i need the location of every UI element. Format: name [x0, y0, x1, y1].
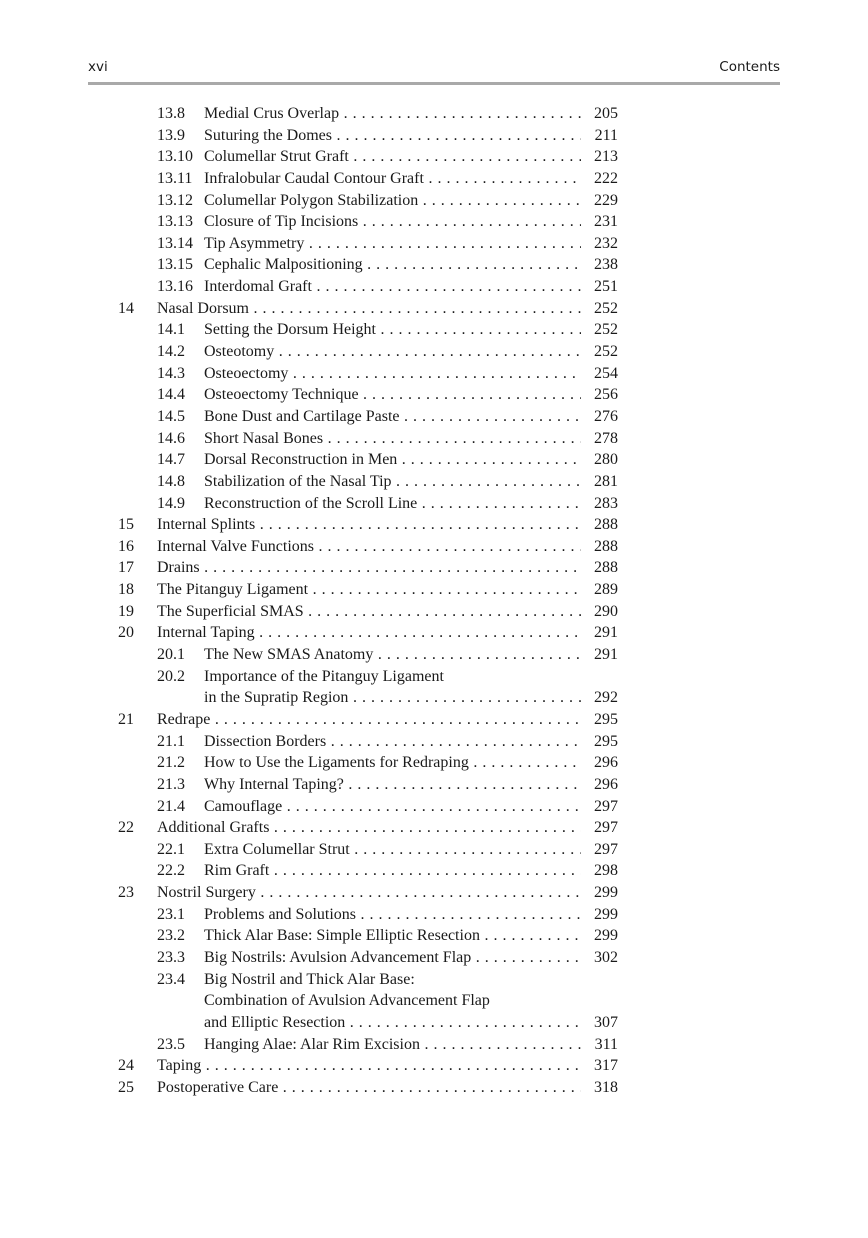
toc-entry-number: 21 [118, 710, 134, 728]
toc-entry-page: 288 [594, 559, 618, 577]
toc-entry-title: Taping . . . [157, 1055, 581, 1077]
toc-entry-page: 211 [594, 126, 618, 144]
toc-chapter-entry [118, 601, 618, 623]
toc-entry-title: Camouflage . . . [204, 796, 581, 818]
toc-section-entry [118, 731, 618, 753]
toc-section-entry [118, 449, 618, 471]
toc-entry-title: in the Supratip Region . . . [204, 687, 581, 709]
toc-entry-number: 22.1 [157, 840, 185, 858]
table-of-contents [118, 103, 618, 1098]
toc-entry-continuation [118, 990, 618, 1012]
toc-entry-number: 23.1 [157, 905, 185, 923]
toc-chapter-entry [118, 622, 618, 644]
toc-chapter-entry [118, 557, 618, 579]
toc-entry-title: Internal Splints . . . [157, 514, 581, 536]
toc-chapter-entry [118, 709, 618, 731]
toc-entry-number: 21.2 [157, 754, 185, 772]
toc-entry-title: Infralobular Caudal Contour Graft . . . [204, 168, 581, 190]
toc-entry-page: 297 [594, 797, 618, 815]
toc-entry-number: 23.2 [157, 927, 185, 945]
toc-section-entry [118, 839, 618, 861]
toc-entry-number: 17 [118, 559, 134, 577]
toc-entry-number: 13.16 [157, 278, 193, 296]
toc-entry-title: Columellar Polygon Stabilization . . . [204, 190, 581, 212]
toc-entry-title: Additional Grafts . . . [157, 817, 581, 839]
toc-section-entry [118, 1034, 618, 1056]
toc-entry-page: 307 [594, 1013, 618, 1031]
toc-entry-page: 251 [594, 278, 618, 296]
toc-entry-page: 288 [594, 537, 618, 555]
toc-section-entry [118, 428, 618, 450]
toc-entry-page: 222 [594, 169, 618, 187]
toc-entry-page: 302 [594, 948, 618, 966]
toc-entry-page: 318 [594, 1078, 618, 1096]
toc-entry-title: Extra Columellar Strut . . . [204, 839, 581, 861]
toc-entry-page: 280 [594, 451, 618, 469]
toc-entry-number: 14.7 [157, 451, 185, 469]
toc-entry-page: 290 [594, 602, 618, 620]
toc-section-entry [118, 904, 618, 926]
toc-entry-page: 205 [594, 105, 618, 122]
toc-entry-page: 299 [594, 884, 618, 902]
toc-entry-title: Rim Graft . . . [204, 860, 581, 882]
toc-entry-number: 14.2 [157, 343, 185, 361]
toc-entry-number: 21.4 [157, 797, 185, 815]
toc-entry-number: 23.4 [157, 970, 185, 988]
toc-entry-page: 283 [594, 494, 618, 512]
toc-entry-title: Osteoectomy . . . [204, 363, 581, 385]
toc-entry-number: 15 [118, 516, 134, 534]
toc-entry-page: 252 [594, 321, 618, 339]
toc-entry-title: Interdomal Graft . . . [204, 276, 581, 298]
toc-chapter-entry [118, 1077, 618, 1099]
toc-entry-title: Dorsal Reconstruction in Men . . . [204, 449, 581, 471]
toc-entry-number: 13.13 [157, 213, 193, 231]
toc-entry-number: 23 [118, 884, 134, 902]
toc-entry-title: Columellar Strut Graft . . . [204, 146, 581, 168]
toc-entry-page: 281 [594, 472, 618, 490]
toc-chapter-entry [118, 1055, 618, 1077]
toc-section-entry [118, 146, 618, 168]
toc-entry-number: 13.9 [157, 126, 185, 144]
toc-entry-page: 276 [594, 407, 618, 425]
toc-entry-title: The Pitanguy Ligament . . . [157, 579, 581, 601]
toc-entry-number: 20.1 [157, 646, 185, 664]
toc-entry-title: Bone Dust and Cartilage Paste . . . [204, 406, 581, 428]
toc-chapter-entry [118, 298, 618, 320]
toc-entry-page: 229 [594, 191, 618, 209]
toc-section-entry [118, 796, 618, 818]
toc-entry-number: 20 [118, 624, 134, 642]
toc-entry-number: 13.12 [157, 191, 193, 209]
toc-entry-number: 20.2 [157, 667, 185, 685]
toc-entry-number: 14.6 [157, 429, 185, 447]
toc-entry-page: 252 [594, 299, 618, 317]
toc-entry-title: Problems and Solutions . . . [204, 904, 581, 926]
toc-entry-number: 14.5 [157, 407, 185, 425]
toc-entry-number: 19 [118, 602, 134, 620]
toc-entry-number: 13.8 [157, 105, 185, 122]
toc-entry-title: The New SMAS Anatomy . . . [204, 644, 581, 666]
toc-entry-continuation [118, 1012, 618, 1034]
toc-entry-number: 18 [118, 581, 134, 599]
toc-entry-title: Dissection Borders . . . [204, 731, 581, 753]
toc-entry-title: Internal Taping . . . [157, 622, 581, 644]
toc-section-entry [118, 211, 618, 233]
toc-chapter-entry [118, 536, 618, 558]
toc-section-entry [118, 644, 618, 666]
toc-section-entry [118, 103, 618, 125]
header-rule [88, 82, 780, 85]
toc-section-entry [118, 125, 618, 147]
toc-section-entry [118, 774, 618, 796]
toc-entry-title: Cephalic Malpositioning . . . [204, 254, 581, 276]
toc-entry-number: 25 [118, 1078, 134, 1096]
toc-chapter-entry [118, 882, 618, 904]
toc-section-entry [118, 276, 618, 298]
toc-entry-number: 14.4 [157, 386, 185, 404]
toc-entry-number: 21.3 [157, 775, 185, 793]
toc-entry-title: Nasal Dorsum . . . [157, 298, 581, 320]
toc-entry-number: 16 [118, 537, 134, 555]
toc-section-entry [118, 384, 618, 406]
toc-entry-page: 252 [594, 343, 618, 361]
toc-entry-title: Setting the Dorsum Height . . . [204, 319, 581, 341]
toc-entry-number: 23.3 [157, 948, 185, 966]
toc-section-entry [118, 493, 618, 515]
toc-entry-page: 298 [594, 862, 618, 880]
toc-entry-page: 297 [594, 819, 618, 837]
toc-entry-continuation [118, 687, 618, 709]
toc-section-entry [118, 341, 618, 363]
toc-section-entry [118, 190, 618, 212]
toc-entry-title: The Superficial SMAS . . . [157, 601, 581, 623]
toc-section-entry [118, 860, 618, 882]
toc-chapter-entry [118, 514, 618, 536]
toc-entry-page: 256 [594, 386, 618, 404]
toc-section-entry [118, 406, 618, 428]
toc-entry-page: 254 [594, 364, 618, 382]
toc-entry-title: Closure of Tip Incisions . . . [204, 211, 581, 233]
toc-section-entry [118, 254, 618, 276]
toc-entry-page: 213 [594, 148, 618, 166]
toc-entry-number: 14.9 [157, 494, 185, 512]
toc-entry-number: 22.2 [157, 862, 185, 880]
toc-entry-page: 292 [594, 689, 618, 707]
toc-entry-page: 295 [594, 710, 618, 728]
toc-section-entry [118, 471, 618, 493]
toc-entry-title: Big Nostril and Thick Alar Base: [204, 970, 415, 988]
toc-entry-number: 14.3 [157, 364, 185, 382]
toc-entry-page: 297 [594, 840, 618, 858]
toc-entry-number: 13.15 [157, 256, 193, 274]
toc-entry-page: 232 [594, 234, 618, 252]
toc-chapter-entry [118, 579, 618, 601]
toc-entry-page: 238 [594, 256, 618, 274]
page-number: xvi [88, 59, 108, 75]
toc-entry-title: and Elliptic Resection . . . [204, 1012, 581, 1034]
section-title: Contents [719, 59, 780, 75]
toc-entry-page: 291 [594, 646, 618, 664]
toc-section-entry [118, 363, 618, 385]
toc-chapter-entry [118, 817, 618, 839]
toc-entry-title: Osteotomy . . . [204, 341, 581, 363]
toc-entry-page: 231 [594, 213, 618, 231]
toc-entry-title: Big Nostrils: Avulsion Advancement Flap . . . [204, 947, 581, 969]
toc-section-entry [118, 319, 618, 341]
toc-entry-page: 299 [594, 905, 618, 923]
toc-entry-title: Redrape . . . [157, 709, 581, 731]
toc-entry-title: Suturing the Domes . . . [204, 125, 581, 147]
toc-entry-page: 289 [594, 581, 618, 599]
toc-entry-title: How to Use the Ligaments for Redraping . . . [204, 752, 581, 774]
toc-entry-page: 295 [594, 732, 618, 750]
toc-entry-title: Stabilization of the Nasal Tip . . . [204, 471, 581, 493]
toc-entry-title: Medial Crus Overlap . . . [204, 103, 581, 125]
toc-entry-number: 21.1 [157, 732, 185, 750]
toc-entry-page: 291 [594, 624, 618, 642]
toc-entry-number: 13.14 [157, 234, 193, 252]
toc-entry-page: 296 [594, 754, 618, 772]
toc-entry-title: Osteoectomy Technique . . . [204, 384, 581, 406]
toc-section-entry [118, 947, 618, 969]
toc-entry-title: Internal Valve Functions . . . [157, 536, 581, 558]
toc-entry-page: 288 [594, 516, 618, 534]
toc-section-entry [118, 925, 618, 947]
toc-entry-title: Short Nasal Bones . . . [204, 428, 581, 450]
toc-entry-number: 13.11 [157, 169, 193, 187]
toc-section-entry [118, 752, 618, 774]
toc-section-entry [118, 666, 618, 688]
toc-entry-page: 311 [594, 1035, 618, 1053]
toc-entry-number: 24 [118, 1057, 134, 1075]
toc-section-entry [118, 233, 618, 255]
running-header [88, 59, 780, 81]
toc-entry-title: Postoperative Care . . . [157, 1077, 581, 1099]
toc-entry-title: Combination of Avulsion Advancement Flap [204, 992, 490, 1010]
toc-entry-number: 13.10 [157, 148, 193, 166]
toc-entry-title: Reconstruction of the Scroll Line . . . [204, 493, 581, 515]
toc-entry-title: Nostril Surgery . . . [157, 882, 581, 904]
toc-entry-number: 23.5 [157, 1035, 185, 1053]
toc-entry-title: Hanging Alae: Alar Rim Excision . . . [204, 1034, 581, 1056]
toc-entry-title: Drains . . . [157, 557, 581, 579]
toc-entry-number: 14 [118, 299, 134, 317]
toc-entry-title: Tip Asymmetry . . . [204, 233, 581, 255]
toc-entry-number: 14.1 [157, 321, 185, 339]
toc-entry-page: 296 [594, 775, 618, 793]
toc-entry-title: Why Internal Taping? . . . [204, 774, 581, 796]
toc-entry-title: Importance of the Pitanguy Ligament [204, 667, 444, 685]
toc-entry-title: Thick Alar Base: Simple Elliptic Resection . . . [204, 925, 581, 947]
toc-entry-page: 317 [594, 1057, 618, 1075]
toc-entry-number: 14.8 [157, 472, 185, 490]
toc-section-entry [118, 969, 618, 991]
toc-entry-page: 299 [594, 927, 618, 945]
toc-entry-page: 278 [594, 429, 618, 447]
toc-section-entry [118, 168, 618, 190]
toc-entry-number: 22 [118, 819, 134, 837]
